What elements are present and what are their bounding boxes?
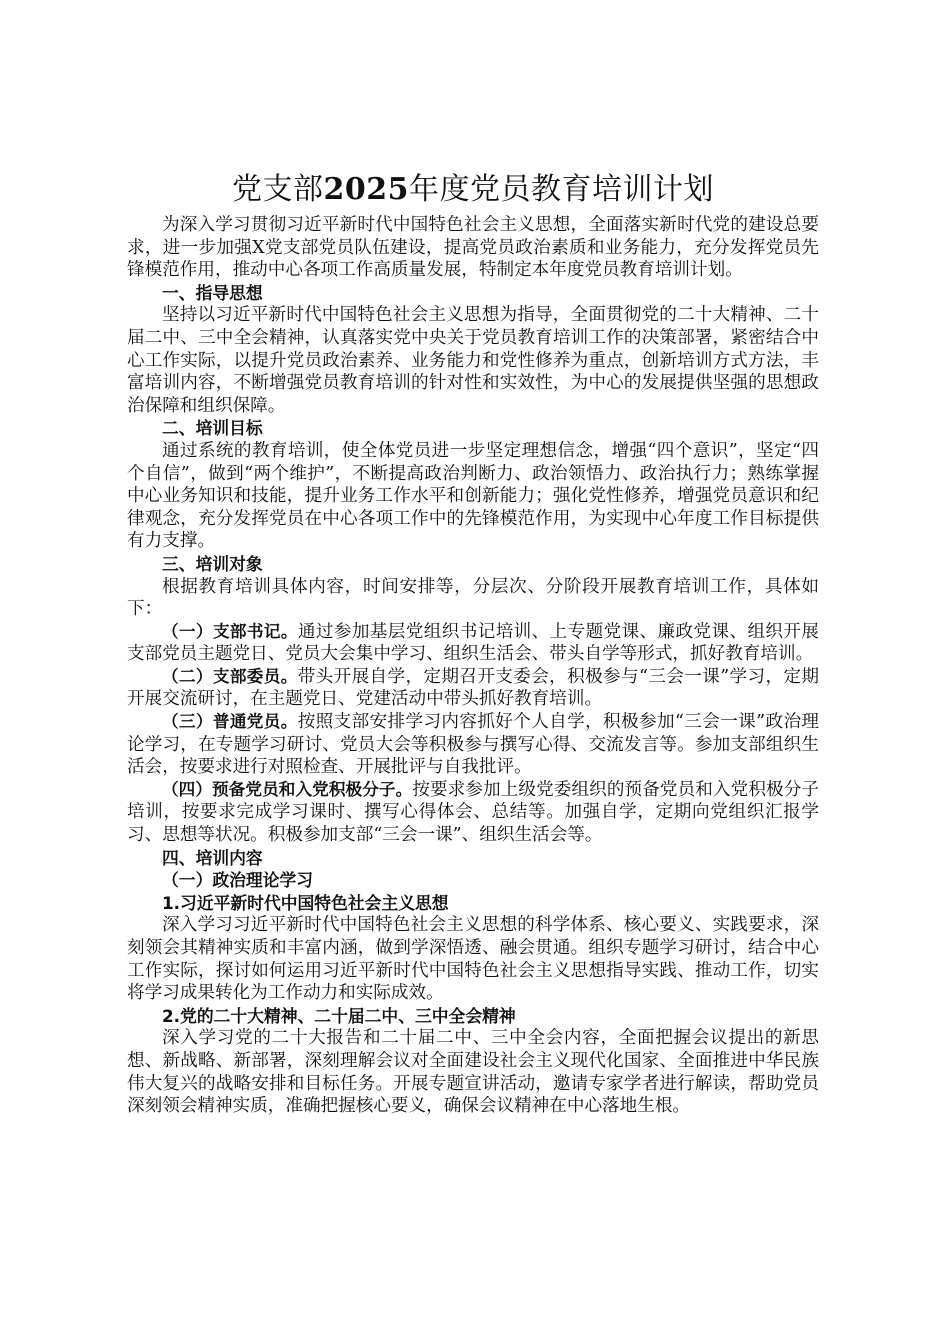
target-item-lead: （二）支部委员。 <box>162 666 298 686</box>
document-page <box>127 170 819 1118</box>
target-item-branch-secretary <box>127 621 819 666</box>
target-item-ordinary-members <box>127 711 819 779</box>
topic-body-xi-thought: 深入学习习近平新时代中国特色社会主义思想的科学体系、核心要义、实践要求，深刻领会其精神实质和丰富内涵，做到学深悟透、融会贯通。组织专题学习研讨，结合中心工作实际，探讨如何运用习近平新时代中国特色社会主义思想指导实践、推动工作，切实将学习成果转化为工作动力和实际成效。 <box>127 915 819 1004</box>
section-body-guiding-thought: 坚持以习近平新时代中国特色社会主义思想为指导，全面贯彻党的二十大精神、二十届二中、三中全会精神，认真落实党中央关于党员教育培训工作的决策部署，紧密结合中心工作实际，以提升党员政治素养、业务能力和党性修养为重点，创新培训方式方法，丰富培训内容，不断增强党员教育培训的针对性和实效性，为中心的发展提供坚强的思想政治保障和组织保障。 <box>127 305 819 416</box>
subsection-heading-political-theory: （一）政治理论学习 <box>162 870 314 891</box>
section-body-training-targets: 根据教育培训具体内容，时间安排等，分层次、分阶段开展教育培训工作，具体如下： <box>127 576 819 620</box>
title-suffix: 年度党员教育培训计划 <box>409 172 714 207</box>
target-item-probationary-members <box>127 779 819 847</box>
target-item-lead: （四）预备党员和入党积极分子。 <box>162 779 413 799</box>
title-year: 2025 <box>323 172 409 207</box>
document-title <box>127 170 819 210</box>
section-heading-training-targets: 三、培训对象 <box>162 553 263 574</box>
target-item-branch-committee <box>127 666 819 711</box>
title-prefix: 党支部 <box>232 172 324 207</box>
target-item-text: 按照支部安排学习内容抓好个人自学，积极参加“三会一课”政治理论学习，在专题学习研讨、党员大会等积极参与撰写心得、交流发言等。参加支部组织生活会，按要求进行对照检查、开展批评与自我批评。 <box>127 712 819 778</box>
topic-heading-xi-thought: 1.习近平新时代中国特色社会主义思想 <box>162 892 449 913</box>
target-item-text: 通过参加基层党组织书记培训、上专题党课、廉政党课、组织开展支部党员主题党日、党员大会集中学习、组织生活会、带头自学等形式，抓好教育培训。 <box>127 621 819 665</box>
intro-paragraph: 为深入学习贯彻习近平新时代中国特色社会主义思想，全面落实新时代党的建设总要求，进一步加强X党支部党员队伍建设，提高党员政治素质和业务能力，充分发挥党员先锋模范作用，推动中心各项工作高质量发展，特制定本年度党员教育培训计划。 <box>127 215 819 281</box>
target-item-lead: （三）普通党员。 <box>162 712 298 732</box>
target-item-lead: （一）支部书记。 <box>162 621 298 641</box>
target-item-text: 按要求参加上级党委组织的预备党员和入党积极分子培训，按要求完成学习课时、撰写心得体会、总结等。加强自学，定期向党组织汇报学习、思想等状况。积极参加支部“三会一课”、组织生活会等。 <box>127 779 819 846</box>
section-heading-training-goals: 二、培训目标 <box>162 418 263 439</box>
topic-heading-congress-spirit: 2.党的二十大精神、二十届二中、三中全会精神 <box>162 1005 516 1026</box>
section-heading-training-content: 四、培训内容 <box>162 847 263 868</box>
target-item-text: 带头开展自学，定期召开支委会，积极参与“三会一课”学习，定期开展交流研讨，在主题党日、党建活动中带头抓好教育培训。 <box>127 666 819 710</box>
section-heading-guiding-thought: 一、指导思想 <box>162 282 263 303</box>
topic-body-congress-spirit: 深入学习党的二十大报告和二十届二中、三中全会内容，全面把握会议提出的新思想、新战略、新部署，深刻理解会议对全面建设社会主义现代化国家、全面推进中华民族伟大复兴的战略安排和目标任务。开展专题宣讲活动，邀请专家学者进行解读，帮助党员深刻领会精神实质，准确把握核心要义，确保会议精神在中心落地生根。 <box>127 1028 819 1117</box>
section-body-training-goals: 通过系统的教育培训，使全体党员进一步坚定理想信念，增强“四个意识”，坚定“四个自信”，做到“两个维护”，不断提高政治判断力、政治领悟力、政治执行力；熟练掌握中心业务知识和技能，提升业务工作水平和创新能力；强化党性修养，增强党员意识和纪律观念，充分发挥党员在中心各项工作中的先锋模范作用，为实现中心年度工作目标提供有力支撑。 <box>127 440 819 552</box>
